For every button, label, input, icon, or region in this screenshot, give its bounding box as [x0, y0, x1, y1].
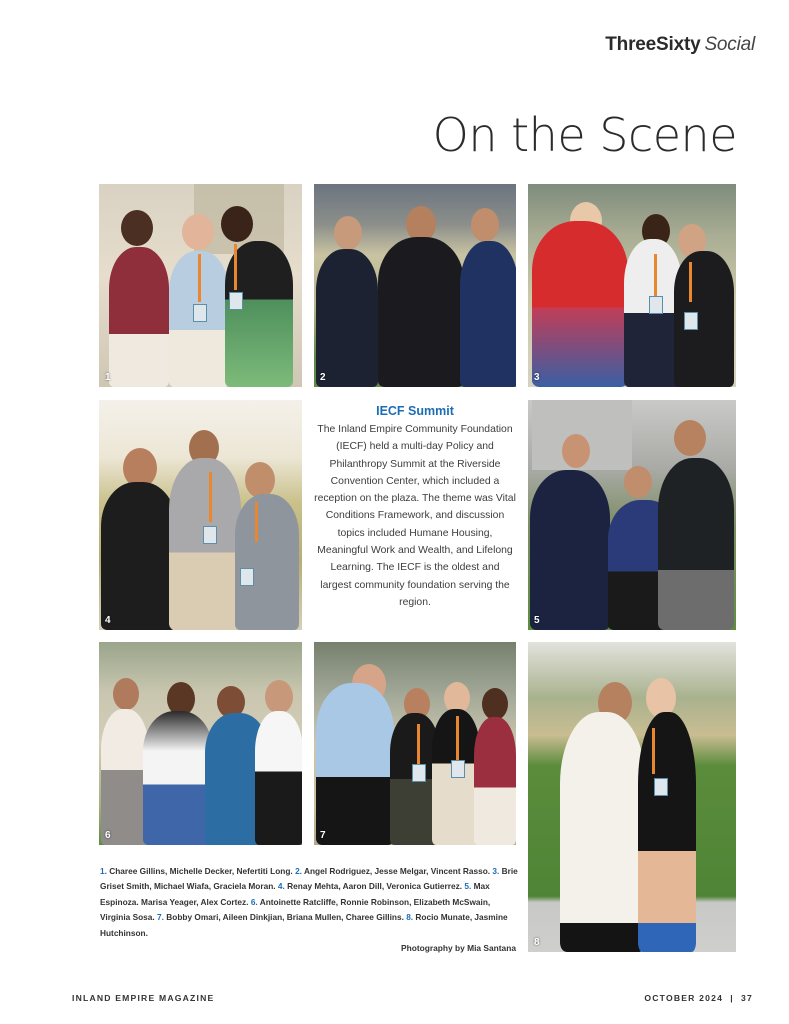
caption-names: Antoinette Ratcliffe, Ronnie Robinson, Elizabeth McSwain, Virginia Sosa.	[100, 896, 491, 923]
footer-issue-page: OCTOBER 2024 | 37	[644, 993, 753, 1003]
photo-number: 6	[105, 830, 111, 841]
photo-number: 5	[534, 615, 540, 626]
caption-number: 2.	[295, 866, 302, 876]
caption-names: Brie Griset Smith, Michael Wiafa, Graciela Moran.	[100, 866, 518, 892]
page-title: On the Scene	[432, 108, 737, 162]
brand-italic: Social	[704, 34, 755, 55]
photo-credit: Photography by Mia Santana	[401, 943, 516, 953]
photo-8	[528, 642, 736, 952]
photo-3	[528, 184, 736, 387]
photo-number: 4	[105, 615, 111, 626]
caption-number: 4.	[277, 881, 285, 892]
photo-number: 1	[105, 372, 111, 383]
photo-5	[528, 400, 736, 630]
caption-number: 8.	[406, 912, 414, 923]
caption-number: 6.	[250, 896, 258, 907]
caption-names: Bobby Omari, Aileen Dinkjian, Briana Mullen, Charee Gillins.	[166, 912, 404, 923]
photo-6	[99, 642, 302, 845]
footer-publication: INLAND EMPIRE MAGAZINE	[72, 993, 215, 1003]
caption-number: 1.	[100, 866, 107, 876]
photo-7	[314, 642, 516, 845]
photo-4	[99, 400, 302, 630]
caption-names: Charee Gillins, Michelle Decker, Nefertiti Long.	[109, 866, 293, 876]
brand-bold: ThreeSixty	[605, 34, 701, 55]
photo-number: 2	[320, 372, 326, 383]
caption-names: Max Espinoza. Marisa Yeager, Alex Cortez.	[100, 881, 490, 907]
caption-number: 3.	[492, 866, 500, 876]
photo-number: 7	[320, 830, 326, 841]
photo-number: 8	[534, 937, 540, 948]
caption-number: 7.	[157, 912, 164, 923]
caption-names: Renay Mehta, Aaron Dill, Veronica Gutierrez.	[287, 881, 463, 892]
feature-text-block	[314, 404, 516, 611]
photo-1	[99, 184, 302, 387]
photo-captions	[100, 864, 520, 941]
section-brand	[605, 34, 755, 56]
caption-names: Angel Rodriguez, Jesse Melgar, Vincent Rasso.	[303, 866, 491, 876]
photo-number: 3	[534, 372, 540, 383]
feature-body: The Inland Empire Community Foundation (IECF) held a multi-day Policy and Philanthropy Summit at the Riverside Convention Center, which included a reception on the plaza. The theme was Vital Conditions Framework, and discussion topics included Humane Housing, Meaningful Work and Wealth, and Lifelong Learning. The IECF is the oldest and largest community foundation serving the region.	[314, 424, 516, 608]
caption-number: 5.	[464, 881, 472, 892]
feature-heading: IECF Summit	[376, 404, 454, 418]
caption-names: Rocio Munate, Jasmine Hutchinson.	[100, 912, 508, 938]
photo-2	[314, 184, 516, 387]
